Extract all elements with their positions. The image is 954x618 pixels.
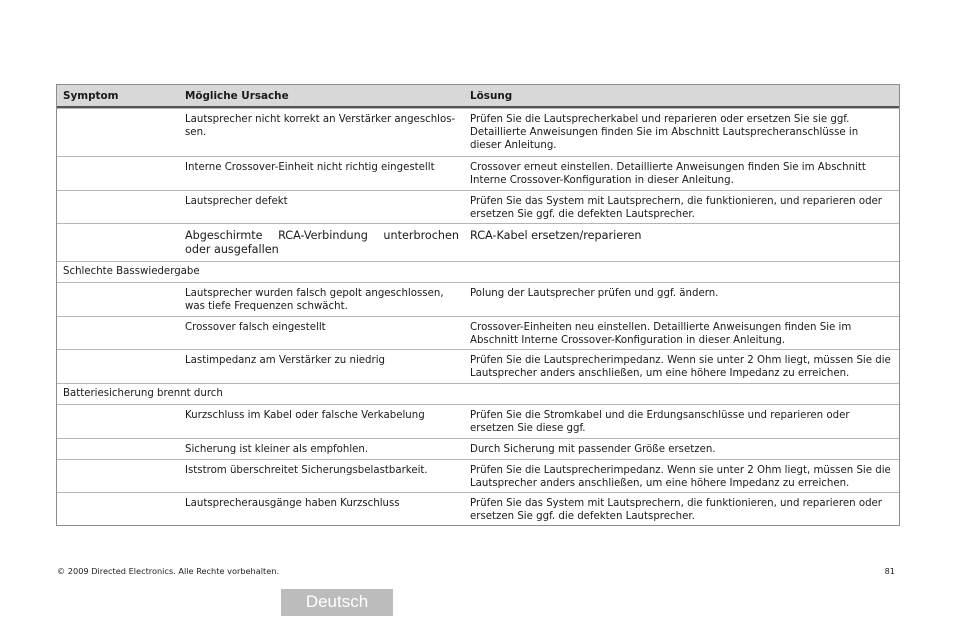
table-row bbox=[57, 156, 899, 190]
cell-symptom bbox=[57, 405, 179, 438]
cell-solution: Prüfen Sie die Lautsprecherimpedanz. Wenn sie unter 2 Ohm liegt, müssen Sie die Lautsprecher anders anschließen, um eine höhere Impedanz zu erreichen. bbox=[470, 355, 891, 379]
table-row bbox=[57, 108, 899, 156]
language-tab[interactable]: Deutsch bbox=[281, 589, 393, 616]
table-row bbox=[57, 316, 899, 349]
cell-cause: Lastimpedanz am Verstärker zu niedrig bbox=[185, 355, 386, 366]
section-row-fuse bbox=[57, 383, 899, 404]
troubleshooting-table bbox=[56, 84, 900, 526]
cell-cause: Crossover falsch eingestellt bbox=[185, 322, 326, 333]
cell-cause: Lautsprecher wurden falsch gepolt angeschlossen, was tiefe Frequenzen schwächt. bbox=[185, 288, 444, 312]
cell-cause: Lautsprecher defekt bbox=[185, 196, 288, 207]
cell-solution: Prüfen Sie die Stromkabel und die Erdungsanschlüsse und reparieren oder ersetzen Sie diese ggf. bbox=[470, 410, 850, 434]
cell-symptom bbox=[57, 317, 179, 349]
section-row-bass bbox=[57, 261, 899, 282]
cell-cause: Kurzschluss im Kabel oder falsche Verkabelung bbox=[185, 410, 425, 421]
cell-symptom bbox=[57, 350, 179, 383]
cell-symptom bbox=[57, 460, 179, 492]
table-row bbox=[57, 282, 899, 316]
cell-symptom bbox=[57, 493, 179, 525]
cell-solution: Prüfen Sie die Lautsprecherimpedanz. Wenn sie unter 2 Ohm liegt, müssen Sie die Lautsprecher anders anschließen, um eine höhere Impedanz zu erreichen. bbox=[470, 465, 891, 489]
table-row bbox=[57, 492, 899, 525]
cell-symptom bbox=[57, 224, 179, 261]
cell-cause: Abgeschirmte RCA-Verbindung unterbrochen oder ausgefallen bbox=[185, 229, 459, 256]
cell-solution: Durch Sicherung mit passender Größe ersetzen. bbox=[470, 444, 716, 455]
cell-cause: Interne Crossover-Einheit nicht richtig eingestellt bbox=[185, 162, 435, 173]
cell-solution: Prüfen Sie die Lautsprecherkabel und reparieren oder ersetzen Sie sie ggf. Detaillierte Anweisungen finden Sie im Abschnitt Lautsprecheranschlüsse in dieser Anleitung. bbox=[470, 114, 859, 151]
cell-solution: Crossover-Einheiten neu einstellen. Detaillierte Anweisungen finden Sie im Abschnitt Interne Crossover-Konfiguration in dieser Anleitung. bbox=[470, 322, 852, 346]
cell-cause: Sicherung ist kleiner als empfohlen. bbox=[185, 444, 369, 455]
cell-cause: Lautsprecher nicht korrekt an Verstärker angeschlos-sen. bbox=[185, 114, 456, 138]
cell-solution: Prüfen Sie das System mit Lautsprechern, die funktionieren, und reparieren oder ersetzen Sie ggf. die defekten Lautsprecher. bbox=[470, 498, 882, 522]
table-row bbox=[57, 404, 899, 438]
cell-solution: Polung der Lautsprecher prüfen und ggf. ändern. bbox=[470, 288, 719, 299]
copyright-text: © 2009 Directed Electronics. Alle Rechte vorbehalten. bbox=[57, 566, 280, 576]
cell-solution: RCA-Kabel ersetzen/reparieren bbox=[470, 229, 642, 242]
header-symptom: Symptom bbox=[63, 90, 119, 102]
cell-symptom bbox=[57, 439, 179, 459]
table-row bbox=[57, 223, 899, 261]
cell-solution: Prüfen Sie das System mit Lautsprechern, die funktionieren, und reparieren oder ersetzen Sie ggf. die defekten Lautsprecher. bbox=[470, 196, 882, 220]
cell-cause: Lautsprecherausgänge haben Kurzschluss bbox=[185, 498, 400, 509]
cell-symptom bbox=[57, 109, 179, 156]
table-row bbox=[57, 349, 899, 383]
section-title: Schlechte Basswiedergabe bbox=[63, 266, 200, 277]
section-title: Batteriesicherung brennt durch bbox=[63, 388, 223, 399]
table-row bbox=[57, 459, 899, 492]
cell-cause: Iststrom überschreitet Sicherungsbelastbarkeit. bbox=[185, 465, 428, 476]
header-solution: Lösung bbox=[470, 90, 513, 102]
cell-solution: Crossover erneut einstellen. Detaillierte Anweisungen finden Sie im Abschnitt Interne Crossover-Konfiguration in dieser Anleitung. bbox=[470, 162, 866, 186]
cell-symptom bbox=[57, 191, 179, 223]
cell-symptom bbox=[57, 283, 179, 316]
table-header-row bbox=[57, 85, 899, 108]
page-number: 81 bbox=[884, 566, 895, 576]
header-cause: Mögliche Ursache bbox=[185, 90, 289, 102]
table-row bbox=[57, 438, 899, 459]
cell-symptom bbox=[57, 157, 179, 190]
table-row bbox=[57, 190, 899, 223]
